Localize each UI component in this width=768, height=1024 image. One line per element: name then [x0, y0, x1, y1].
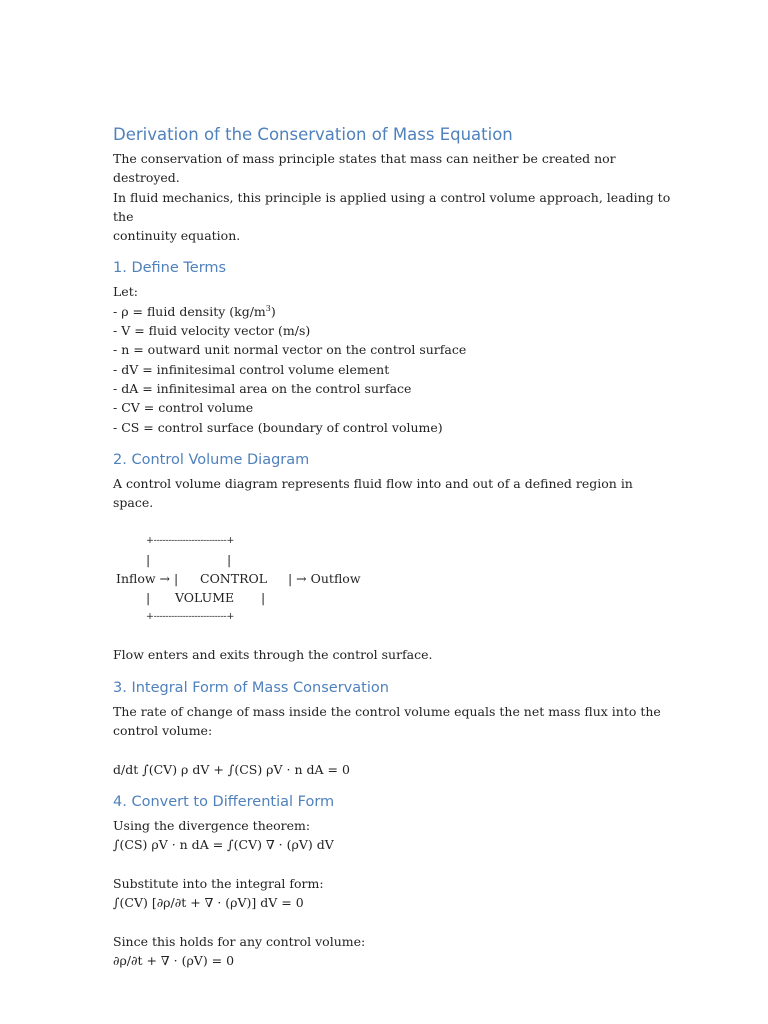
intro-line: The conservation of mass principle states that mass can neither be created nor destroyed.	[113, 151, 616, 186]
diagram-bottom-border: +-------------------------+	[146, 611, 235, 623]
diagram-bar-left: |	[146, 552, 151, 568]
diagram-caption: Flow enters and exits through the control surface.	[113, 647, 433, 663]
section-heading-integral-form: 3. Integral Form of Mass Conservation	[113, 679, 389, 696]
section-heading-define-terms: 1. Define Terms	[113, 260, 227, 277]
step-label: Using the divergence theorem:	[113, 817, 311, 833]
integral-equation: d/dt ∫(CV) ρ dV + ∫(CS) ρV · n dA = 0	[113, 761, 350, 777]
step-label: Since this holds for any control volume:	[113, 933, 366, 949]
diagram-control-label: CONTROL	[200, 571, 268, 587]
diagram-top-border: +-------------------------+	[146, 535, 235, 547]
term-rho-text: - ρ = fluid density (kg/m	[113, 303, 266, 319]
diagram-volume-bar-left: |	[146, 590, 151, 606]
step-label: Substitute into the integral form:	[113, 875, 324, 891]
term-item: - dA = infinitesimal area on the control surface	[113, 380, 412, 396]
section-heading-differential-form: 4. Convert to Differential Form	[113, 793, 335, 810]
term-rho	[113, 302, 673, 321]
term-rho-exponent: 3	[265, 303, 271, 313]
document-title: Derivation of the Conservation of Mass Equation	[113, 125, 513, 144]
step-equation: ∫(CS) ρV · n dA = ∫(CV) ∇ · (ρV) dV	[113, 837, 334, 853]
integral-description-line: The rate of change of mass inside the control volume equals the net mass flux into the	[113, 703, 661, 719]
intro-line: In fluid mechanics, this principle is applied using a control volume approach, leading to the	[113, 189, 671, 224]
control-volume-diagram	[113, 531, 673, 626]
term-item: - n = outward unit normal vector on the control surface	[113, 342, 467, 358]
section-heading-control-volume-diagram: 2. Control Volume Diagram	[113, 451, 310, 468]
diagram-volume-label: VOLUME	[175, 590, 235, 606]
let-label: Let:	[113, 284, 138, 300]
integral-description-line: control volume:	[113, 723, 213, 739]
continuity-equation: ∂ρ/∂t + ∇ · (ρV) = 0	[113, 953, 235, 969]
term-item: - CV = control volume	[113, 400, 254, 416]
diagram-volume-bar-right: |	[261, 590, 266, 606]
term-rho-close: )	[270, 303, 276, 319]
term-item: - dV = infinitesimal control volume element	[113, 361, 390, 377]
diagram-outflow-label: | → Outflow	[288, 571, 361, 587]
diagram-inflow-label: Inflow → |	[116, 571, 179, 587]
diagram-description: A control volume diagram represents fluid flow into and out of a defined region in space.	[113, 475, 633, 511]
step-equation: ∫(CV) [∂ρ/∂t + ∇ · (ρV)] dV = 0	[113, 895, 304, 911]
diagram-bar-right: |	[227, 552, 232, 568]
term-item: - V = fluid velocity vector (m/s)	[113, 323, 311, 339]
intro-line: continuity equation.	[113, 228, 241, 244]
document-body	[113, 124, 673, 970]
term-item: - CS = control surface (boundary of control volume)	[113, 419, 443, 435]
